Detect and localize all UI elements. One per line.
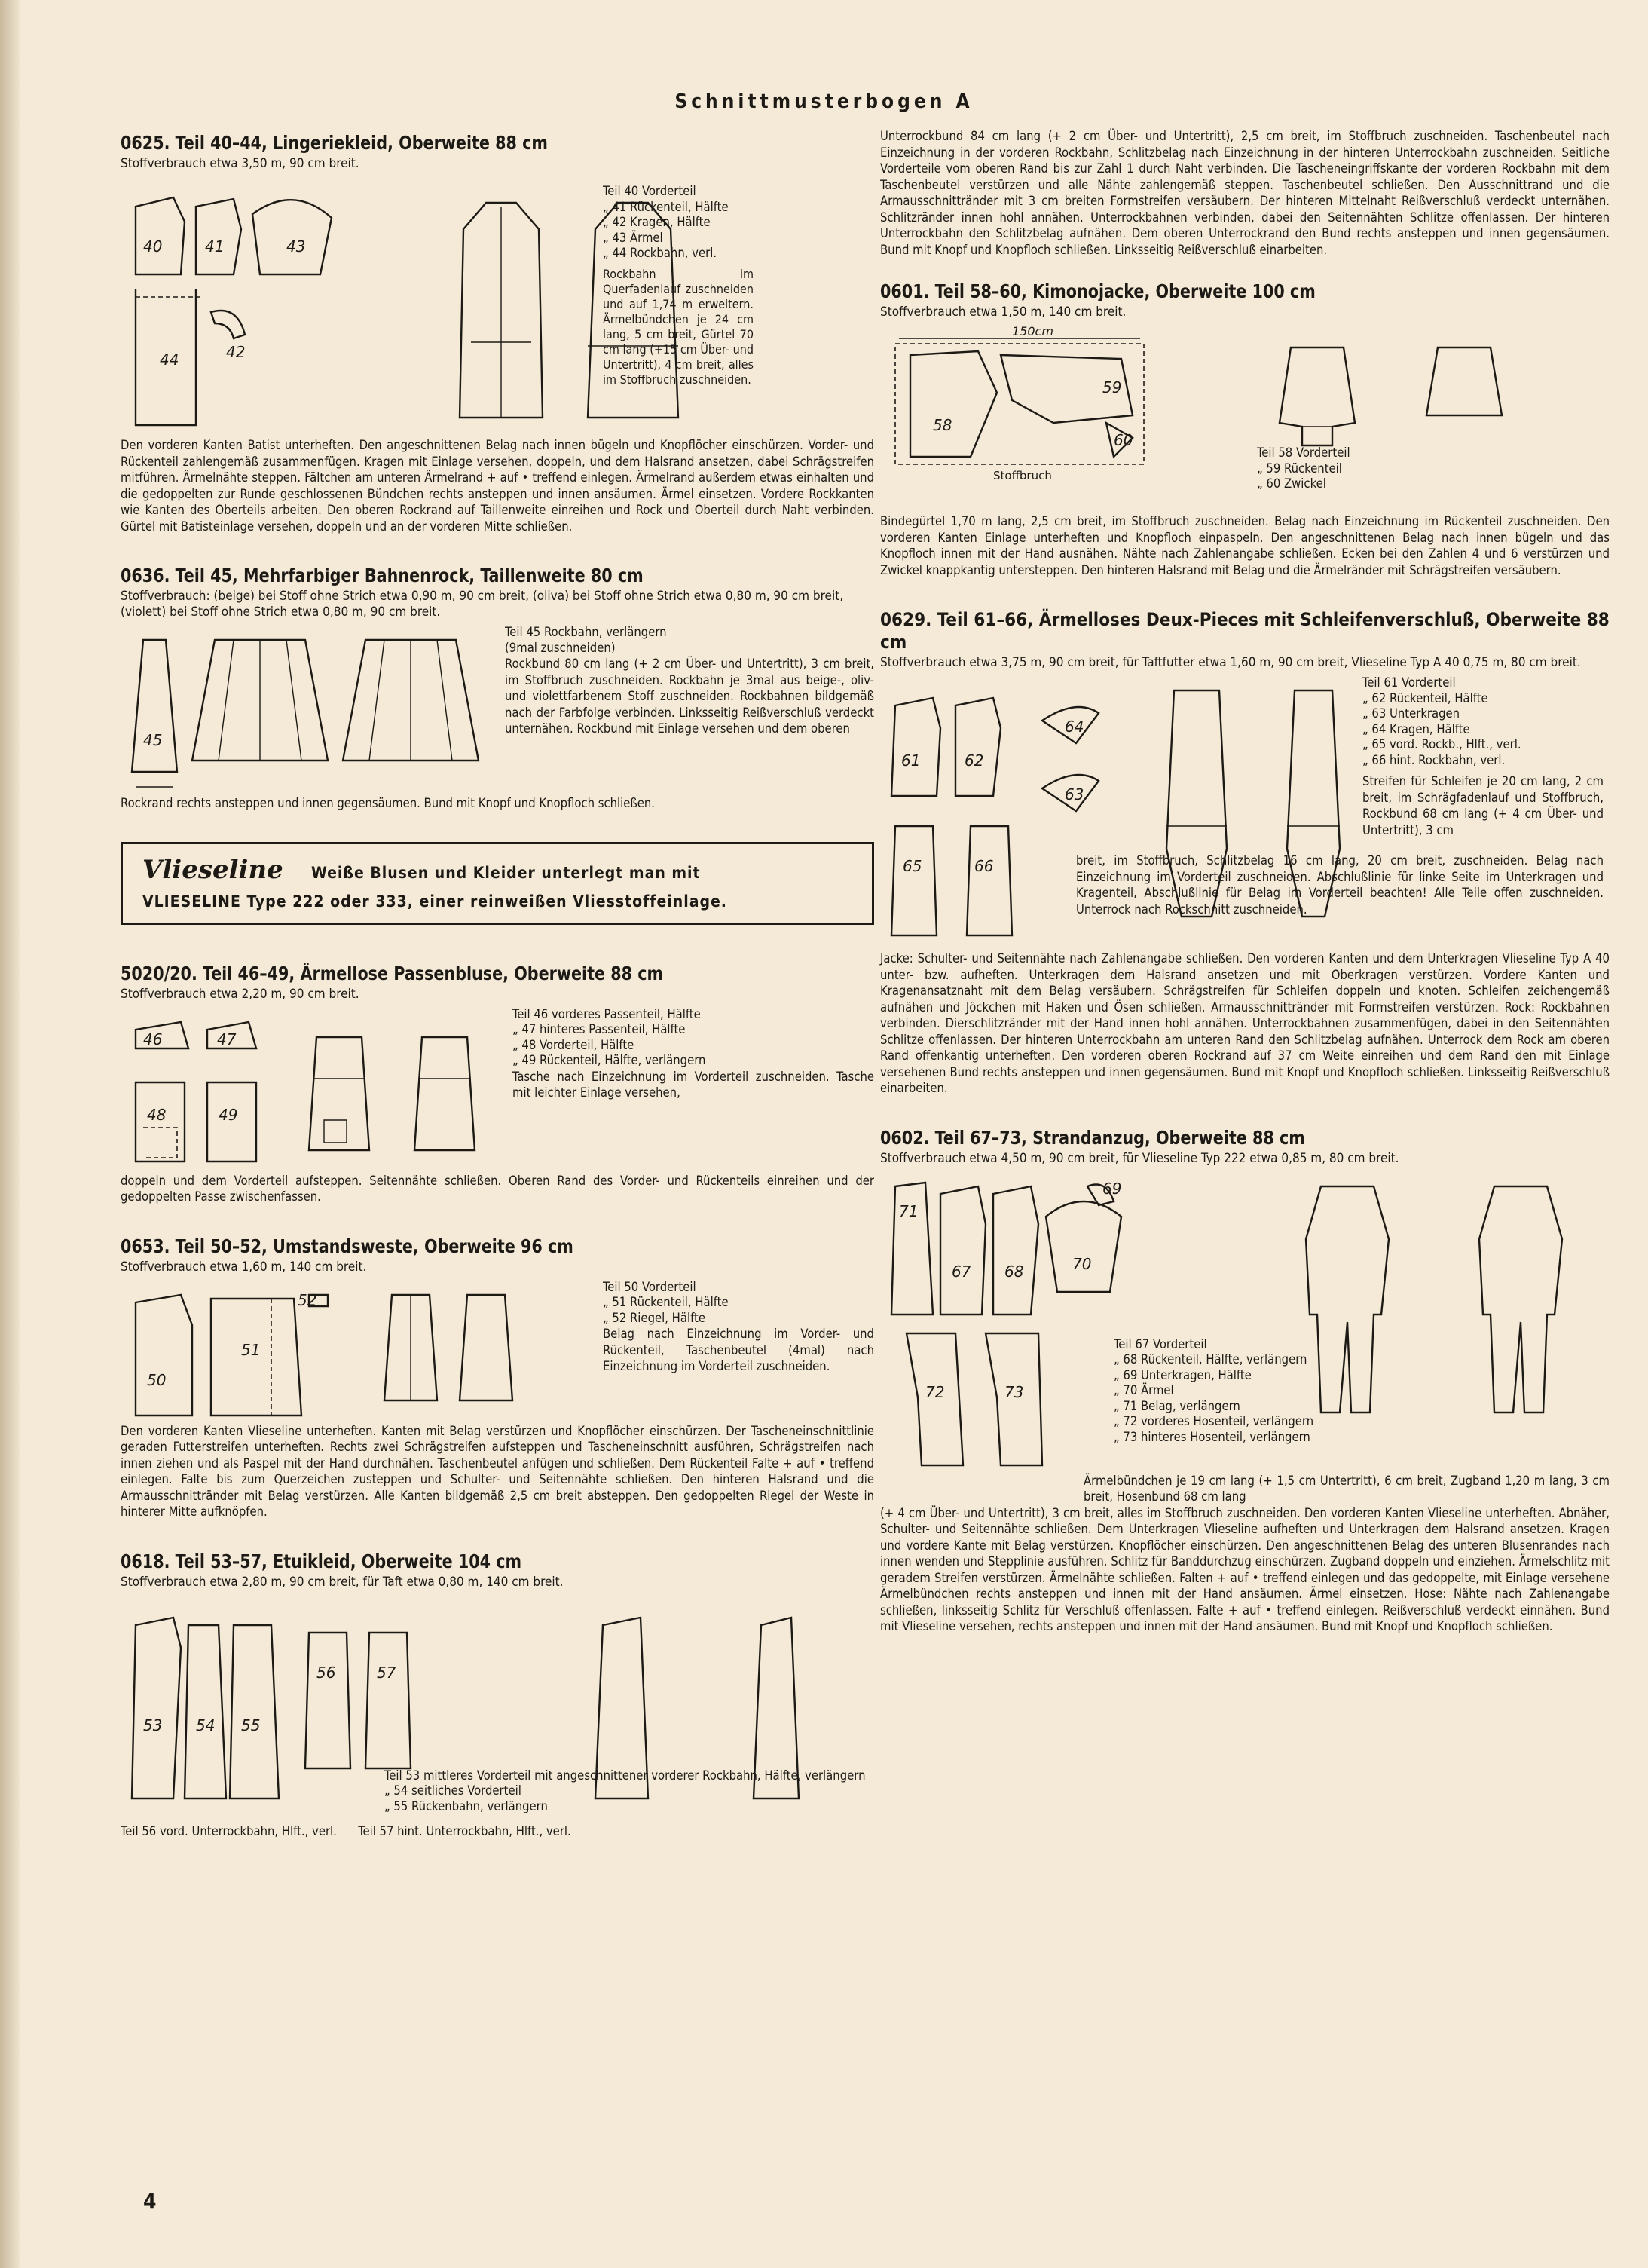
pattern-0629 (880, 608, 1610, 1097)
svg-text:55: 55 (241, 1716, 261, 1734)
pattern-figure (121, 1007, 874, 1173)
legend-item: „ 64 Kragen, Hälfte (1362, 721, 1470, 736)
svg-text:47: 47 (217, 1030, 237, 1048)
right-column (880, 128, 1610, 1665)
advert-line-1: Weiße Blusen und Kleider unterlegt man mit (311, 863, 701, 882)
pattern-figure (121, 625, 874, 795)
svg-text:67: 67 (952, 1262, 971, 1281)
part-legend (512, 1007, 874, 1069)
svg-text:49: 49 (219, 1105, 238, 1124)
pattern-title: 0653. Teil 50–52, Umstandsweste, Oberweite 96 cm (121, 1235, 573, 1257)
svg-text:62: 62 (965, 751, 984, 770)
svg-text:63: 63 (1065, 785, 1084, 803)
legend-item: „ 42 Kragen, Hälfte (603, 215, 711, 229)
fabric-usage: Stoffverbrauch etwa 2,80 m, 90 cm breit, für Taft etwa 0,80 m, 140 cm breit. (121, 1574, 564, 1590)
svg-text:60: 60 (1114, 431, 1133, 449)
svg-text:68: 68 (1004, 1262, 1024, 1281)
legend-item: „ 55 Rückenbahn, verlängern (384, 1798, 548, 1813)
svg-text:70: 70 (1072, 1254, 1092, 1273)
legend-item: Teil 57 hint. Unterrockbahn, Hlft., verl. (358, 1823, 571, 1838)
vlieseline-logo: Vlieseline (142, 854, 283, 885)
sheet-header: Schnittmusterbogen A (674, 90, 974, 113)
legend-item: Teil 50 Vorderteil (603, 1279, 696, 1294)
svg-text:65: 65 (903, 857, 922, 875)
part-legend (1257, 445, 1350, 492)
legend-item: „ 44 Rockbahn, verl. (603, 246, 717, 260)
part-legend (603, 184, 729, 262)
legend-item: „ 73 hinteres Hosenteil, verlängern (1114, 1429, 1310, 1444)
pattern-title: 0601. Teil 58–60, Kimonojacke, Oberweite 100 cm (880, 280, 1316, 302)
legend-item: „ 69 Unterkragen, Hälfte (1114, 1367, 1252, 1382)
pattern-0636 (121, 565, 874, 812)
svg-text:48: 48 (147, 1105, 167, 1124)
width-label: 150cm (1012, 325, 1053, 338)
pattern-0653 (121, 1235, 874, 1520)
fabric-usage: Stoffverbrauch: (beige) bei Stoff ohne Strich etwa 0,90 m, 90 cm breit, (oliva) bei Stoff ohne Strich etwa 0,80 m, 90 cm breit, (violett) bei Stoff ohne Strich etwa 0,80 m, 90 cm breit. (121, 589, 844, 620)
sewing-instructions: Den vorderen Kanten Batist unterheften. Den angeschnittenen Belag nach innen bügeln und Knopflöcher einschürzen. Vorder- und Rückenteil zahlengemäß zusammenfügen. Kragen mit Einlage versehen, doppeln, und dem Halsrand ansetzen, dabei Schrägstreifen mitführen. Ärmelnähte steppen. Fältchen am unteren Ärmelrand + auf • treffend einlegen. Ärmelrand außerdem etwas einhalten und die gedoppelten zur Runde geschlossenen Bündchen rechts ansteppen und innen ansäumen. Ärmel einsetzen. Vordere Rockkanten wie Kanten des Oberteils arbeiten. Den oberen Rockrand auf Taillenweite einreihen und Rock und Oberteil durch Naht verbinden. Gürtel mit Batisteinlage versehen, doppeln und an der vorderen Mitte schließen. (121, 438, 874, 534)
legend-item: Teil 61 Vorderteil (1362, 675, 1456, 690)
pattern-drawing (880, 325, 1610, 491)
svg-text:64: 64 (1065, 718, 1084, 736)
svg-text:46: 46 (143, 1030, 163, 1048)
legend-item: Teil 58 Vorderteil (1257, 445, 1350, 460)
legend-item: „ 54 seitliches Vorderteil (384, 1783, 521, 1798)
legend-item: Teil 45 Rockbahn, verlängern (505, 625, 667, 639)
pattern-figure (880, 325, 1610, 491)
legend-item: „ 52 Riegel, Hälfte (603, 1310, 705, 1325)
page-binding-edge (0, 0, 20, 2268)
pattern-0602 (880, 1127, 1610, 1635)
svg-text:61: 61 (901, 751, 921, 770)
pattern-drawing (121, 176, 874, 437)
legend-item: „ 66 hint. Rockbahn, verl. (1362, 752, 1506, 767)
legend-item: „ 65 vord. Rockb., Hlft., verl. (1362, 737, 1521, 751)
pattern-figure (121, 1595, 874, 1821)
sewing-instructions: Bindegürtel 1,70 m lang, 2,5 cm breit, im Stoffbruch zuschneiden. Belag nach Einzeichnung im Rückenteil zuschneiden. Den vorderen Kanten Einlage unterheften und Knopfloch einpaspeln. Den angeschnittenen Belag nach innen bügeln und das Knopfloch innen mit der Hand ausnähen. Nähte nach Zahlenangabe schließen. Ecken bei den Zahlen 4 und 6 verstürzen und Zwickel knappkantig untersteppen. Den hinteren Halsrand mit Belag und die Ärmelränder mit Schrägstreifen versäubern. (880, 514, 1610, 577)
svg-text:72: 72 (925, 1382, 945, 1401)
svg-text:59: 59 (1102, 378, 1122, 396)
svg-text:44: 44 (160, 350, 179, 369)
legend-item: „ 62 Rückenteil, Hälfte (1362, 690, 1488, 705)
legend-item: „ 41 Rückenteil, Hälfte (603, 199, 729, 214)
legend-item: Teil 46 vorderes Passenteil, Hälfte (512, 1006, 701, 1021)
legend-item: „ 60 Zwickel (1257, 476, 1326, 491)
svg-text:41: 41 (205, 237, 225, 256)
legend-item: „ 43 Ärmel (603, 230, 663, 245)
fabric-usage: Stoffverbrauch etwa 1,60 m, 140 cm breit. (121, 1259, 367, 1275)
part-legend (1362, 675, 1521, 768)
legend-item: „ 71 Belag, verlängern (1114, 1398, 1240, 1413)
legend-item: „ 72 vorderes Hosenteil, verlängern (1114, 1414, 1314, 1428)
fabric-usage: Stoffverbrauch etwa 4,50 m, 90 cm breit, für Vlieseline Typ 222 etwa 0,85 m, 80 cm breit. (880, 1150, 1399, 1166)
svg-text:53: 53 (143, 1716, 163, 1734)
pattern-title: 0625. Teil 40–44, Lingeriekleid, Oberweite 88 cm (121, 132, 548, 154)
pattern-title: 0602. Teil 67–73, Strandanzug, Oberweite 88 cm (880, 1126, 1305, 1149)
part-legend (1114, 1337, 1313, 1446)
svg-text:71: 71 (899, 1201, 919, 1220)
svg-text:56: 56 (316, 1663, 336, 1682)
sewing-instructions: Rockrand rechts ansteppen und innen gegensäumen. Bund mit Knopf und Knopfloch schließen. (121, 796, 656, 810)
cutting-note: Belag nach Einzeichnung im Vorder- und Rückenteil, Taschenbeutel (4mal) nach Einzeichnung im Vorderteil zuschneiden. (603, 1327, 874, 1373)
pattern-title: 0629. Teil 61–66, Ärmelloses Deux-Pieces mit Schleifenverschluß, Oberweite 88 cm (880, 609, 1610, 653)
svg-text:69: 69 (1102, 1179, 1122, 1198)
svg-text:54: 54 (196, 1716, 216, 1734)
pattern-0625 (121, 132, 874, 534)
svg-text:73: 73 (1004, 1382, 1024, 1401)
legend-item: „ 59 Rückenteil (1257, 461, 1342, 476)
part-legend (505, 625, 874, 656)
fabric-usage: Stoffverbrauch etwa 3,50 m, 90 cm breit. (121, 156, 359, 171)
fold-label: Stoffbruch (993, 469, 1052, 482)
sewing-instructions: Den vorderen Kanten Vlieseline unterheften. Kanten mit Belag verstürzen und Knopflöcher einschürzen. Der Tascheneinschnittlinie geraden Futterstreifen unterheften. Rechts zwei Schrägstreifen aufsteppen und Tascheneinschnitt ausführen, Schrägstreifen nach innen ziehen und als Paspel mit der Hand durchnähen. Taschenbeutel anfügen und schließen. Dem Rückenteil Falte + auf • treffend einlegen. Falte bis zum Querzeichen zusteppen und Schulter- und Seitennähte schließen. Den hinteren Halsrand und die Armausschnittränder mit Belag verstürzen. Alle Kanten bildgemäß 2,5 cm breit absteppen. Den gedoppelten Riegel der Weste in hinterer Mitte aufknöpfen. (121, 1423, 874, 1519)
legend-item: (9mal zuschneiden) (505, 640, 616, 655)
pattern-figure (121, 1280, 874, 1423)
pattern-figure (880, 1171, 1610, 1473)
legend-item: „ 48 Vorderteil, Hälfte (512, 1037, 634, 1052)
svg-text:42: 42 (226, 343, 246, 361)
sewing-instructions: Jacke: Schulter- und Seitennähte nach Zahlenangabe schließen. Den vorderen Kanten und dem Unterkragen Vlieseline Typ A 40 unter- bzw. aufheften. Unterkragen dem Halsrand ansetzen und mit Oberkragen verstürzen. Vordere Kanten und Kragenansatznaht mit dem Belag versäubern. Schrägstreifen für Schleifen doppeln und knoten. Schleifen zeichengemäß aufnähen und Jöckchen mit Haken und Ösen schließen. Armausschnittränder mit Formstreifen verstürzen. Rock: Rockbahnen verbinden. Dierschlitzränder mit der Hand innen hohl annähen. Unterrockbahnen zusammenfügen, dabei in den Seitennähten Schlitze offenlassen. Der hinteren Unterrockbahn am unteren Rand den Schlitzbelag aufnähen. Unterrock dem Rock am oberen Rand offenkantig unterheften. Den vorderen oberen Rockrand auf 37 cm Weite einreihen und dem Rand den mit Einlage versehenen Bund rechts ansteppen und innen gegensäumen. Bund mit Knopf und Knopfloch schließen. Linksseitig Reißverschluß einarbeiten. (880, 951, 1610, 1095)
pattern-drawing (121, 1280, 603, 1423)
pattern-title: 5020/20. Teil 46–49, Ärmellose Passenbluse, Oberweite 88 cm (121, 962, 664, 984)
pattern-5020 (121, 963, 874, 1205)
cutting-note: Tasche nach Einzeichnung im Vorderteil zuschneiden. Tasche mit leichter Einlage versehen, (512, 1069, 874, 1100)
page-number: 4 (143, 2189, 157, 2214)
svg-text:50: 50 (147, 1370, 167, 1389)
fabric-usage: Stoffverbrauch etwa 3,75 m, 90 cm breit, für Taftfutter etwa 1,60 m, 90 cm breit, Vlieseline Typ A 40 0,75 m, 80 cm breit. (880, 655, 1581, 670)
pattern-title: 0618. Teil 53–57, Etuikleid, Oberweite 104 cm (121, 1550, 522, 1572)
vlieseline-advert (121, 842, 874, 925)
cutting-note: Rockbund 80 cm lang (+ 2 cm Über- und Untertritt), 3 cm breit, im Stoffbruch zuschneiden. Rockbahn je 3mal aus beige-, oliv- und violettfarbenem Stoff zuschneiden. Rockbahnen bildgemäß nach der Farbfolge verbinden. Linksseitig Reißverschluß verdeckt unternähen. Rockbund mit Einlage versehen und dem oberen (505, 657, 874, 736)
svg-text:45: 45 (143, 731, 163, 749)
svg-text:58: 58 (933, 416, 952, 434)
part-legend (384, 1768, 865, 1815)
pattern-figure (121, 176, 874, 437)
sewing-instructions: doppeln und dem Vorderteil aufsteppen. Seitennähte schließen. Oberen Rand des Vorder- und Rückenteils einreihen und der gedoppelten Passe zwischenfassen. (121, 1173, 874, 1204)
legend-item: „ 70 Ärmel (1114, 1383, 1174, 1397)
continued-0618 (880, 128, 1610, 258)
cutting-note: breit, im Stoffbruch, Schlitzbelag 16 cm lang, 20 cm breit, zuschneiden. Belag nach Einzeichnung im Vorderteil zuschneiden. Abschlußlinie für linke Seite im Unterkragen und Kragenteil, Abschlußlinie für Belag im Vorderteil beachten! Alle Teile offen zuschneiden. Unterrock nach Rockschnitt zuschneiden. (1076, 853, 1604, 917)
legend-item: „ 47 hinteres Passenteil, Hälfte (512, 1022, 686, 1036)
pattern-figure (880, 675, 1610, 950)
legend-item: „ 51 Rückenteil, Hälfte (603, 1295, 729, 1309)
legend-item: „ 63 Unterkragen (1362, 706, 1460, 721)
svg-text:52: 52 (298, 1290, 317, 1309)
left-column (121, 132, 874, 1869)
pattern-0618 (121, 1550, 874, 1840)
pattern-0601 (880, 280, 1610, 578)
legend-item: Teil 53 mittleres Vorderteil mit angeschnittener vorderer Rockbahn, Hälfte, verlängern (384, 1768, 866, 1783)
cutting-note: Streifen für Schleifen je 20 cm lang, 2 cm breit, im Schrägfadenlauf und Stoffbruch, Rockbund 68 cm lang (+ 4 cm Über- und Untertritt), 3 cm (1362, 774, 1604, 837)
advert-line-2: VLIESELINE Type 222 oder 333, einer reinweißen Vliesstoffeinlage. (142, 892, 727, 911)
sewing-instructions: Unterrockbund 84 cm lang (+ 2 cm Über- und Untertritt), 2,5 cm breit, im Stoffbruch zuschneiden. Taschenbeutel nach Einzeichnung in der vorderen Rockbahn, Schlitzbelag nach Einzeichnung in der hinteren Unterrockbahn zuschneiden. Seitliche Vorderteile vom oberen Rand bis zur Zahl 1 durch Naht verbinden. Die Tascheneingriffskante der vorderen Rockbahn mit dem Taschenbeutel verstürzen und alle Nähte zahlengemäß steppen. Taschenbeutel schließen. Den Ausschnittrand und die Armausschnittränder mit 3 cm breiten Formstreifen versäubern. Der hinteren Mittelnaht Reißverschluß verdeckt unternähen. Schlitzränder innen hohl annähen. Unterrockbahnen verbinden, dabei den Seitennähten Schlitze offenlassen. Der hinteren Unterrockbahn den Schlitzbelag aufnähen. Dem oberen Unterrockrand den Bund rechts ansteppen und innen gegensäumen. Bund mit Knopf und Knopfloch schließen. Linksseitig Reißverschluß einarbeiten. (880, 129, 1610, 257)
sewing-instructions: (+ 4 cm Über- und Untertritt), 3 cm breit, alles im Stoffbruch zuschneiden. Den vorderen Kanten Vlieseline unterheften. Abnäher, Schulter- und Seitennähte schließen. Dem Unterkragen Vlieseline aufheften und Unterkragen dem Halsrand ansetzen. Kragen und vordere Kante mit Belag verstürzen. Knopflöcher einschürzen. Den angeschnittenen Belag des unteren Blusenrandes nach innen wenden und Stepplinie ausführen. Schlitz für Banddurchzug einschürzen. Zugband doppeln und einziehen. Ärmelschlitz mit geradem Streifen verstürzen. Ärmelnähte schließen. Falten + auf • treffend einlegen und das gedoppelte, mit Einlage versehene Ärmelbündchen rechts ansteppen und innen mit der Hand ansäumen. Ärmel einsetzen. Hose: Nähte nach Zahlenangabe schließen, linksseitig Schlitz für Verschluß offenlassen. Falte + auf • treffend einlegen. Reißverschluß verdeckt einnähen. Bund mit Vlieseline versehen, rechts ansteppen und innen mit der Hand ansäumen. Bund mit Knopf und Knopfloch schließen. (880, 1505, 1610, 1633)
pattern-drawing (121, 625, 497, 795)
fabric-usage: Stoffverbrauch etwa 1,50 m, 140 cm breit. (880, 305, 1127, 320)
cutting-note: Rockbahn im Querfadenlauf zuschneiden und auf 1,74 m erweitern. Ärmelbündchen je 24 cm lang, 5 cm breit, Gürtel 70 cm lang (+15 cm Über- und Untertritt), 4 cm breit, alles im Stoffbruch zuschneiden. (603, 267, 754, 387)
legend-item: „ 68 Rückenteil, Hälfte, verlängern (1114, 1352, 1307, 1367)
part-legend (121, 1824, 874, 1840)
svg-text:40: 40 (143, 237, 163, 256)
cutting-note: Ärmelbündchen je 19 cm lang (+ 1,5 cm Untertritt), 6 cm breit, Zugband 1,20 m lang, 3 cm breit, Hosenbund 68 cm lang (1084, 1473, 1610, 1504)
svg-text:66: 66 (974, 857, 994, 875)
legend-item: Teil 67 Vorderteil (1114, 1336, 1207, 1351)
svg-text:57: 57 (377, 1663, 396, 1682)
pattern-drawing (121, 1007, 497, 1173)
svg-text:51: 51 (241, 1340, 261, 1359)
fabric-usage: Stoffverbrauch etwa 2,20 m, 90 cm breit. (121, 986, 359, 1002)
legend-item: „ 49 Rückenteil, Hälfte, verlängern (512, 1053, 706, 1067)
svg-text:43: 43 (286, 237, 306, 256)
pattern-title: 0636. Teil 45, Mehrfarbiger Bahnenrock, Taillenweite 80 cm (121, 565, 644, 586)
legend-item: Teil 56 vord. Unterrockbahn, Hlft., verl. (121, 1823, 337, 1838)
legend-item: Teil 40 Vorderteil (603, 184, 696, 198)
